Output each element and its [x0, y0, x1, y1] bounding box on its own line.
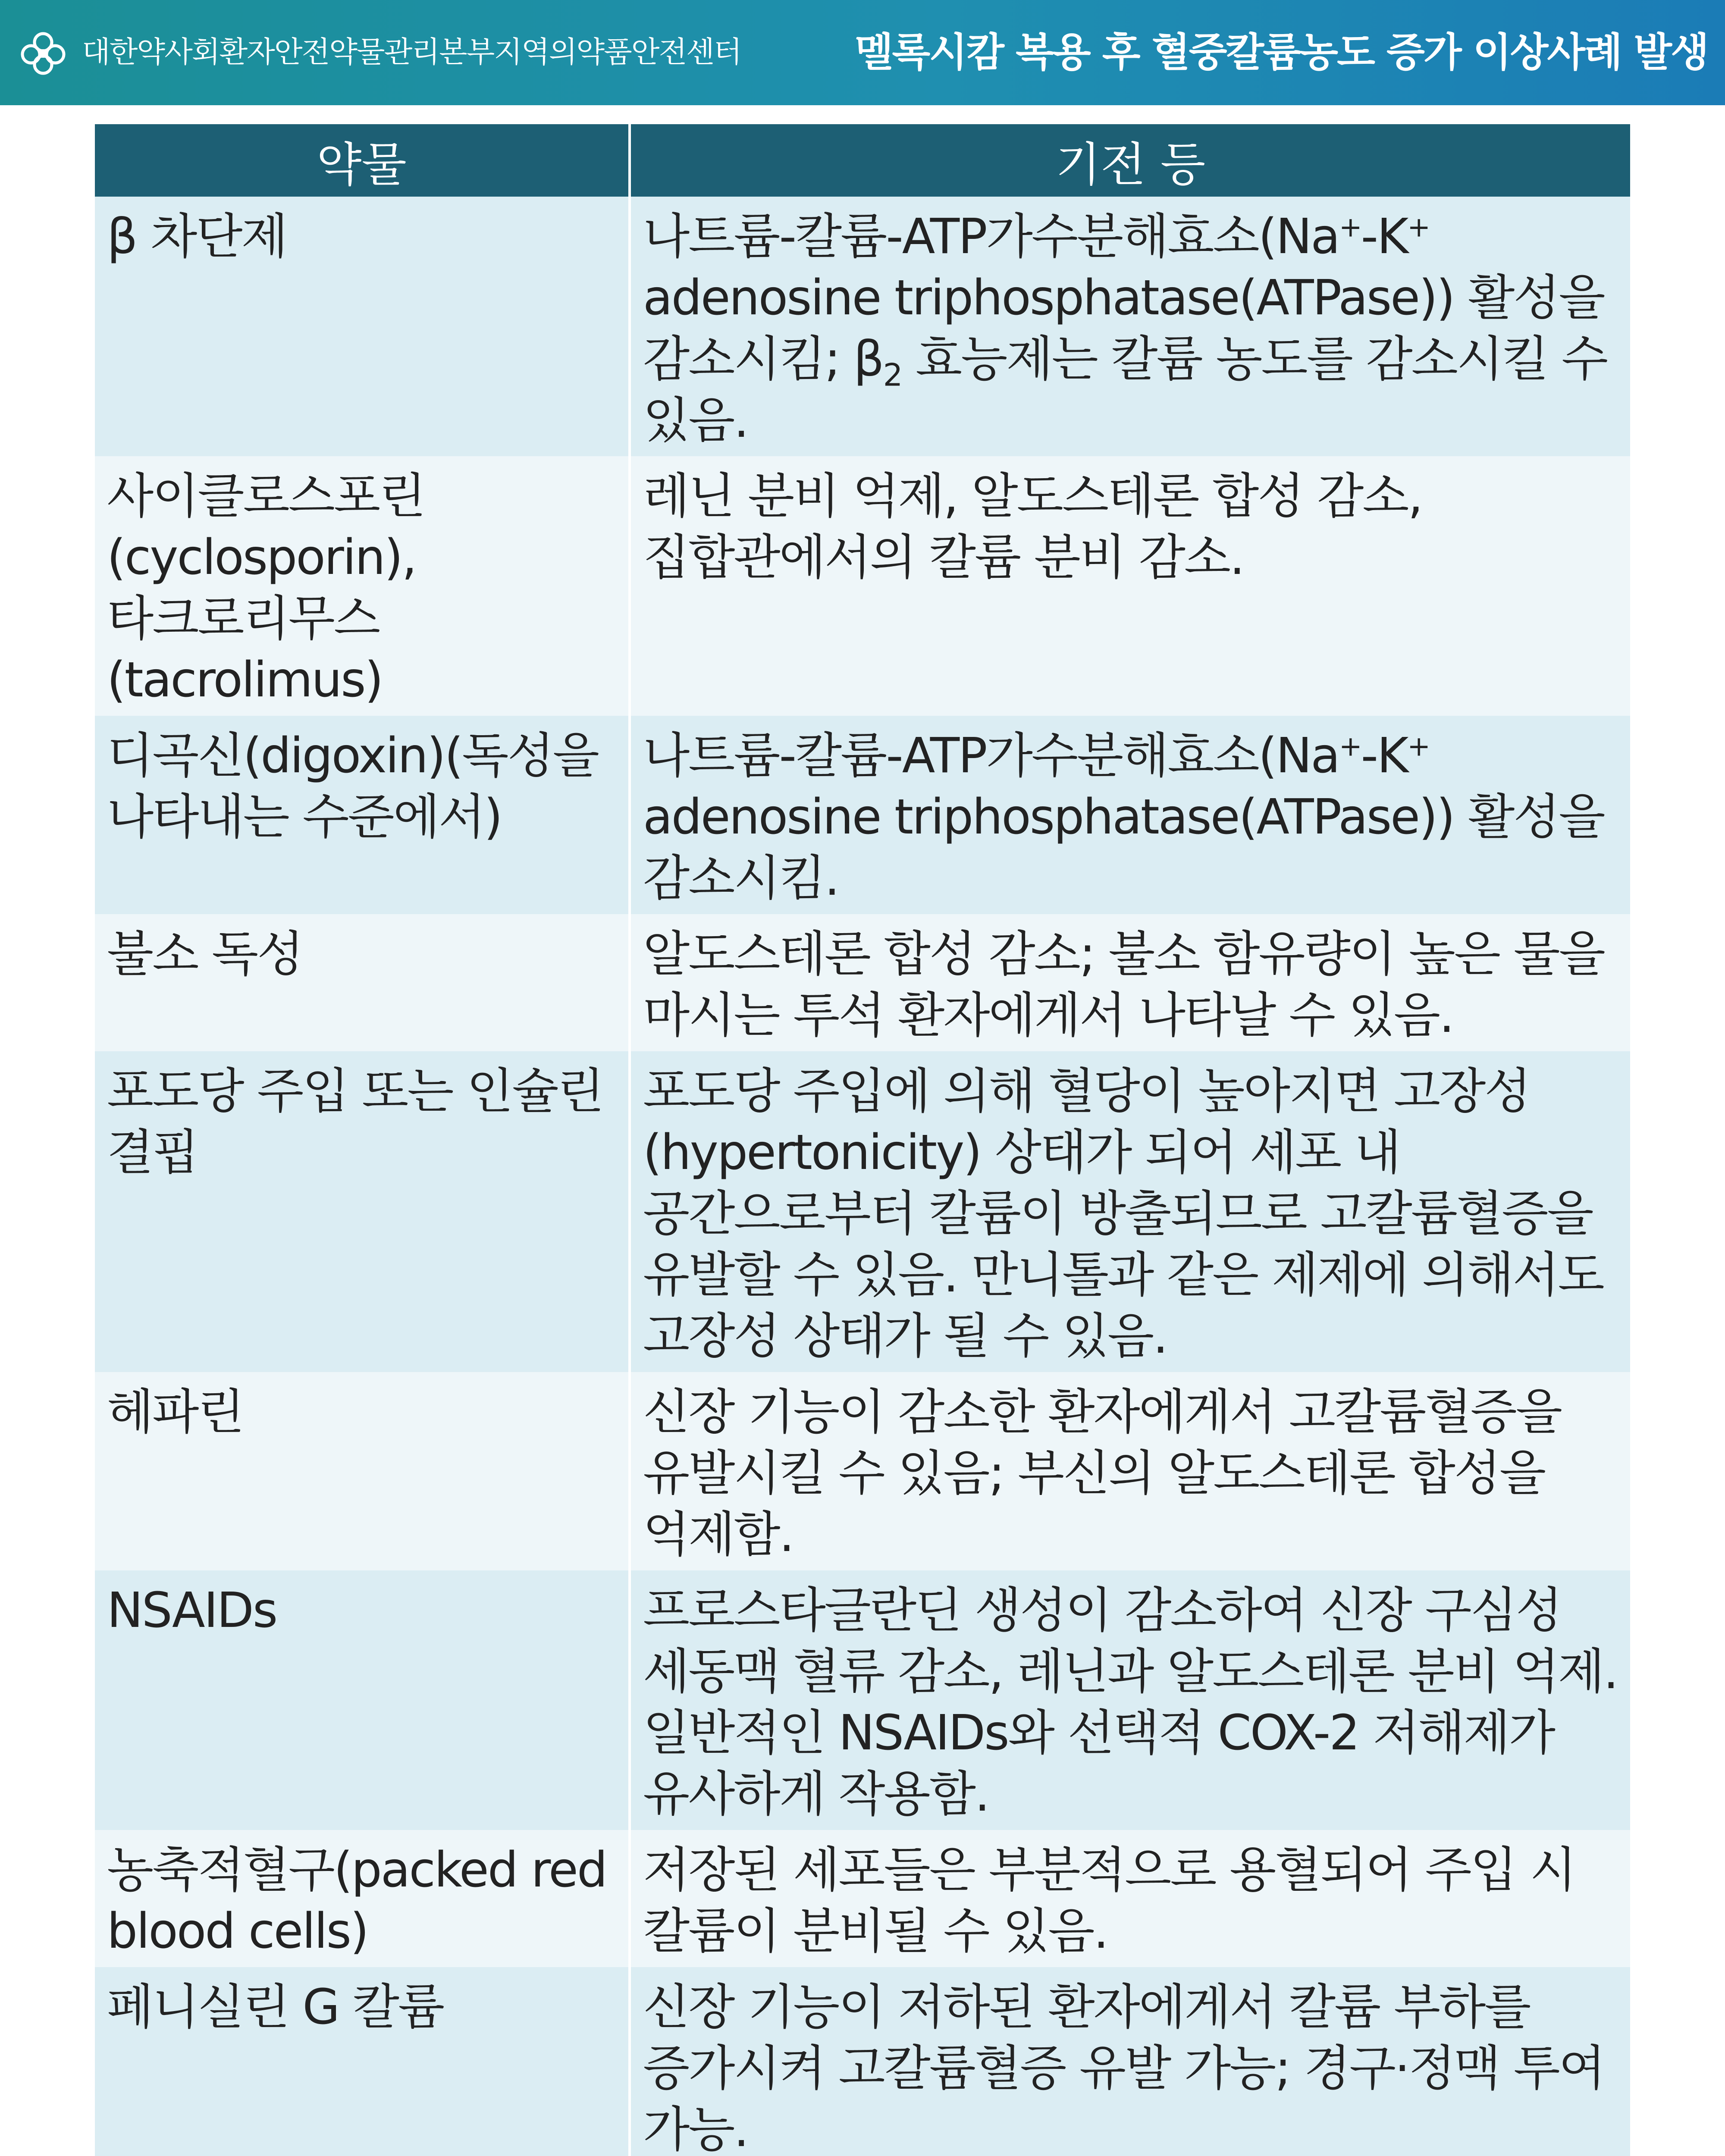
- mechanism-cell: 레닌 분비 억제, 알도스테론 합성 감소, 집합관에서의 칼륨 분비 감소.: [630, 456, 1630, 716]
- table-row: [95, 1051, 1630, 1372]
- document-title: 멜록시캄 복용 후 혈중칼륨농도 증가 이상사례 발생: [855, 29, 1708, 75]
- drug-cell: 헤파린: [95, 1372, 630, 1570]
- table-row: [95, 456, 1630, 716]
- table-row: [95, 1372, 1630, 1570]
- drug-mechanism-table: [95, 124, 1630, 2156]
- drug-cell: NSAIDs: [95, 1570, 630, 1830]
- flower-logo-icon: [17, 29, 69, 77]
- drug-cell: 페니실린 G 칼륨: [95, 1967, 630, 2156]
- drug-cell: 농축적혈구(packed red blood cells): [95, 1830, 630, 1967]
- mechanism-cell: 포도당 주입에 의해 혈당이 높아지면 고장성(hypertonicity) 상태가 되어 세포 내 공간으로부터 칼륨이 방출되므로 고칼륨혈증을 유발할 수 있음. 만니톨과 같은 제제에 의해서도 고장성 상태가 될 수 있음.: [630, 1051, 1630, 1372]
- table-row: [95, 716, 1630, 914]
- organization-name: 대한약사회환자안전약물관리본부지역의약품안전센터: [82, 35, 741, 69]
- column-header-mechanism: 기전 등: [630, 124, 1630, 197]
- table-row: [95, 197, 1630, 456]
- table-header-row: [95, 124, 1630, 197]
- mechanism-cell: 신장 기능이 저하된 환자에게서 칼륨 부하를 증가시켜 고칼륨혈증 유발 가능; 경구·정맥 투여 가능.: [630, 1967, 1630, 2156]
- mechanism-cell: 프로스타글란딘 생성이 감소하여 신장 구심성 세동맥 혈류 감소, 레닌과 알도스테론 분비 억제. 일반적인 NSAIDs와 선택적 COX-2 저해제가 유사하게 작용함.: [630, 1570, 1630, 1830]
- drug-cell: 사이클로스포린(cyclosporin), 타크로리무스(tacrolimus): [95, 456, 630, 716]
- drug-cell: 디곡신(digoxin)(독성을 나타내는 수준에서): [95, 716, 630, 914]
- mechanism-cell: 알도스테론 합성 감소; 불소 함유량이 높은 물을 마시는 투석 환자에게서 나타날 수 있음.: [630, 914, 1630, 1051]
- drug-cell: 불소 독성: [95, 914, 630, 1051]
- mechanism-cell: 저장된 세포들은 부분적으로 용혈되어 주입 시 칼륨이 분비될 수 있음.: [630, 1830, 1630, 1967]
- column-header-drug: 약물: [95, 124, 630, 197]
- drug-cell: β 차단제: [95, 197, 630, 456]
- drug-cell: 포도당 주입 또는 인슐린 결핍: [95, 1051, 630, 1372]
- table-row: [95, 1967, 1630, 2156]
- table-row: [95, 1570, 1630, 1830]
- table-row: [95, 914, 1630, 1051]
- table-row: [95, 1830, 1630, 1967]
- mechanism-cell: 신장 기능이 감소한 환자에게서 고칼륨혈증을 유발시킬 수 있음; 부신의 알도스테론 합성을 억제함.: [630, 1372, 1630, 1570]
- mechanism-cell: 나트륨-칼륨-ATP가수분해효소(Na+-K+ adenosine triphosphatase(ATPase)) 활성을 감소시킴; $\beta_2$ 효능제는 칼륨 농도를 감소시킬 수 있음.: [630, 197, 1630, 456]
- page-header: [0, 0, 1725, 105]
- mechanism-cell: 나트륨-칼륨-ATP가수분해효소(Na+-K+ adenosine triphosphatase(ATPase)) 활성을 감소시킴.: [630, 716, 1630, 914]
